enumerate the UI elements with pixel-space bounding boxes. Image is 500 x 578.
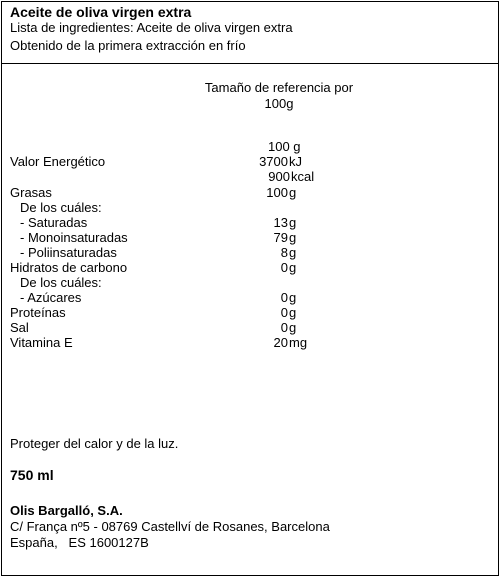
ingredients-line: Lista de ingredientes: Aceite de oliva virgen extra [10,20,293,35]
nutrient-sublabel: De los cuáles: [20,275,102,290]
nutrient-unit: g [289,230,297,245]
product-label [1,1,499,576]
nutrient-unit: g [289,215,297,230]
reference-size-heading: Tamaño de referencia por 100g [204,80,354,111]
extraction-line: Obtenido de la primera extracción en frío [10,38,246,53]
nutrient-label: - Saturadas [20,215,88,230]
nutrient-unit: kcal [291,169,315,184]
nutrient-unit: mg [289,335,308,350]
nutrient-unit: g [289,320,297,335]
nutrient-label: Sal [10,320,29,335]
nutrient-label: - Poliinsaturadas [20,245,117,260]
nutrient-value: 0 [280,320,288,335]
nutrient-unit: g [289,305,297,320]
nutrient-unit: g [289,245,297,260]
nutrient-value: 13 [273,215,288,230]
nutrient-label: - Monoinsaturadas [20,230,128,245]
nutrient-value: 0 [280,260,288,275]
nutrient-value: 0 [280,305,288,320]
nutrient-value: 3700 [259,154,288,169]
nutrient-label: Valor Energético [10,154,106,169]
nutrient-value: 79 [273,230,288,245]
nutrient-label: - Azúcares [20,290,82,305]
nutrient-label: Proteínas [10,305,66,320]
product-title: Aceite de oliva virgen extra [10,4,192,20]
nutrient-label: Hidratos de carbono [10,260,128,275]
nutrient-value: 100 [266,185,288,200]
nutrient-value: 8 [280,245,288,260]
nutrient-unit: kJ [289,154,302,169]
storage-instructions: Proteger del calor y de la luz. [10,436,179,451]
company-name: Olis Bargalló, S.A. [10,503,123,518]
nutrient-unit: g [289,185,297,200]
volume: 750 ml [10,467,54,483]
company-country-registry: España, ES 1600127B [10,535,149,550]
nutrient-unit: g [289,260,297,275]
nutrient-value: 900 [268,169,290,184]
nutrient-unit: g [289,290,297,305]
nutrient-value: 20 [273,335,288,350]
label-header [2,2,498,64]
nutrient-value: 0 [280,290,288,305]
nutrient-label: Vitamina E [10,335,73,350]
column-header-100g: 100 g [268,139,301,154]
nutrient-sublabel: De los cuáles: [20,200,102,215]
company-address: C/ França nº5 - 08769 Castellví de Rosanes, Barcelona [10,519,330,534]
nutrient-label: Grasas [10,185,52,200]
